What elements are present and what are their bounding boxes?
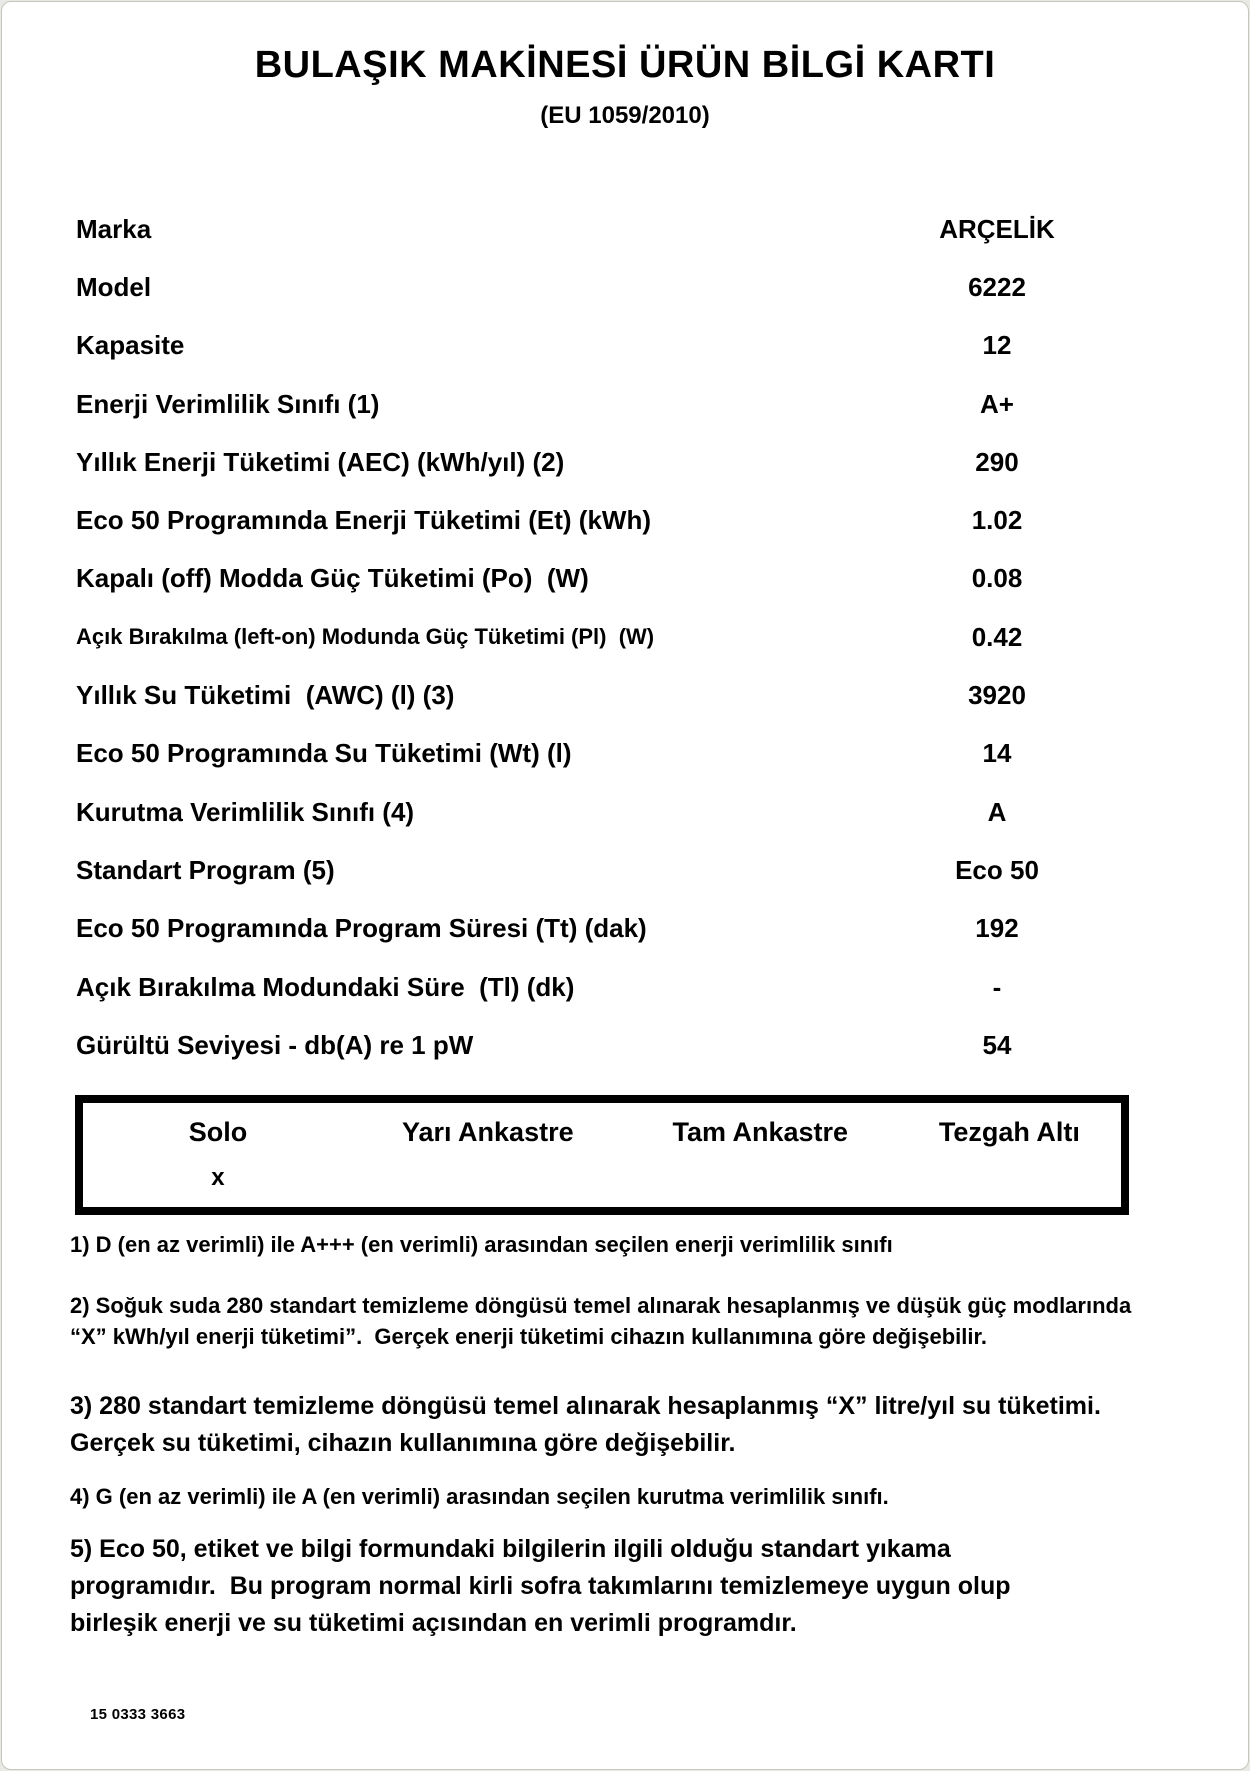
spec-value: Eco 50 <box>955 854 1039 885</box>
spec-value: 12 <box>982 330 1012 361</box>
spec-label: Yıllık Enerji Tüketimi (AEC) (kWh/yıl) (2) <box>76 446 565 477</box>
footnote-3: 3) 280 standart temizleme döngüsü temel alınarak hesaplanmış “X” litre/yıl su tüketimi. Gerçek su tüketimi, cihazın kullanımına göre değişebilir. <box>70 1392 1115 1457</box>
installation-column-solo <box>83 1103 353 1207</box>
spec-label: Standart Program (5) <box>76 854 335 885</box>
spec-label: Kurutma Verimlilik Sınıfı (4) <box>76 796 415 827</box>
spec-label: Marka <box>76 213 152 244</box>
spec-label: Model <box>76 271 152 302</box>
spec-value: 0.42 <box>971 621 1023 652</box>
table-row <box>2 841 1248 899</box>
installation-selected-mark: x <box>211 1164 225 1191</box>
installation-column-yari-ankastre <box>353 1103 623 1207</box>
table-row <box>2 783 1248 841</box>
table-row <box>2 491 1248 549</box>
table-row <box>2 900 1248 958</box>
spec-label: Kapasite <box>76 330 185 361</box>
footnote-2: 2) Soğuk suda 280 standart temizleme döngüsü temel alınarak hesaplanmış ve düşük güç modlarında “X” kWh/yıl enerji tüketimi”. Gerçek enerji tüketimi cihazın kullanımına göre değişebilir. <box>70 1293 1138 1349</box>
installation-column-label: Solo <box>188 1117 248 1147</box>
spec-label: Enerji Verimlilik Sınıfı (1) <box>76 388 380 419</box>
spec-value: 1.02 <box>971 505 1023 536</box>
page-title: BULAŞIK MAKİNESİ ÜRÜN BİLGİ KARTI <box>254 44 996 86</box>
spec-value: 0.08 <box>971 563 1023 594</box>
table-row <box>2 958 1248 1016</box>
installation-column-label: Tezgah Altı <box>938 1117 1080 1147</box>
installation-type-box <box>75 1095 1129 1215</box>
table-row <box>2 317 1248 375</box>
footnote-4: 4) G (en az verimli) ile A (en verimli) arasından seçilen kurutma verimlilik sınıfı. <box>70 1484 889 1509</box>
document-code: 15 0333 3663 <box>90 1706 186 1723</box>
footnote-5: 5) Eco 50, etiket ve bilgi formundaki bilgilerin ilgili olduğu standart yıkama programıdır. Bu program normal kirli sofra takımlarını temizlemeye uygun olup birleşik enerji ve su tüketimi açısından en verimli programdır. <box>70 1535 1018 1637</box>
spec-value: 14 <box>982 738 1012 769</box>
spec-table <box>2 200 1248 1074</box>
regulation-subtitle: (EU 1059/2010) <box>540 102 710 129</box>
installation-column-label: Yarı Ankastre <box>402 1117 574 1147</box>
spec-value: 3920 <box>968 680 1026 711</box>
spec-label: Eco 50 Programında Enerji Tüketimi (Et) (kWh) <box>76 505 651 536</box>
spec-label: Gürültü Seviyesi - db(A) re 1 pW <box>76 1029 474 1060</box>
table-row <box>2 666 1248 724</box>
spec-value: 290 <box>975 446 1019 477</box>
table-row <box>2 608 1248 666</box>
spec-label: Kapalı (off) Modda Güç Tüketimi (Po) (W) <box>76 563 589 594</box>
spec-label: Eco 50 Programında Su Tüketimi (Wt) (l) <box>76 738 572 769</box>
spec-label: Eco 50 Programında Program Süresi (Tt) (dak) <box>76 913 647 944</box>
product-fiche-page <box>1 1 1249 1770</box>
table-row <box>2 258 1248 316</box>
spec-value: A+ <box>980 388 1014 419</box>
spec-value: A <box>987 796 1007 827</box>
table-row <box>2 725 1248 783</box>
spec-value: 192 <box>975 913 1019 944</box>
spec-label: Yıllık Su Tüketimi (AWC) (l) (3) <box>76 680 455 711</box>
table-row <box>2 375 1248 433</box>
table-row <box>2 550 1248 608</box>
spec-label: Açık Bırakılma (left-on) Modunda Güç Tüketimi (Pl) (W) <box>76 624 655 650</box>
spec-value: 54 <box>982 1029 1012 1060</box>
table-row <box>2 1016 1248 1074</box>
spec-value: - <box>992 971 1002 1002</box>
spec-value: ARÇELİK <box>939 213 1055 244</box>
footnote-1: 1) D (en az verimli) ile A+++ (en verimli) arasından seçilen enerji verimlilik sınıfı <box>70 1232 893 1257</box>
table-row <box>2 200 1248 258</box>
spec-label: Açık Bırakılma Modundaki Süre (Tl) (dk) <box>76 971 575 1002</box>
table-row <box>2 433 1248 491</box>
installation-column-label: Tam Ankastre <box>672 1117 849 1147</box>
spec-value: 6222 <box>968 271 1026 302</box>
installation-column-tam-ankastre <box>623 1103 898 1207</box>
installation-column-tezgah-alti <box>898 1103 1121 1207</box>
